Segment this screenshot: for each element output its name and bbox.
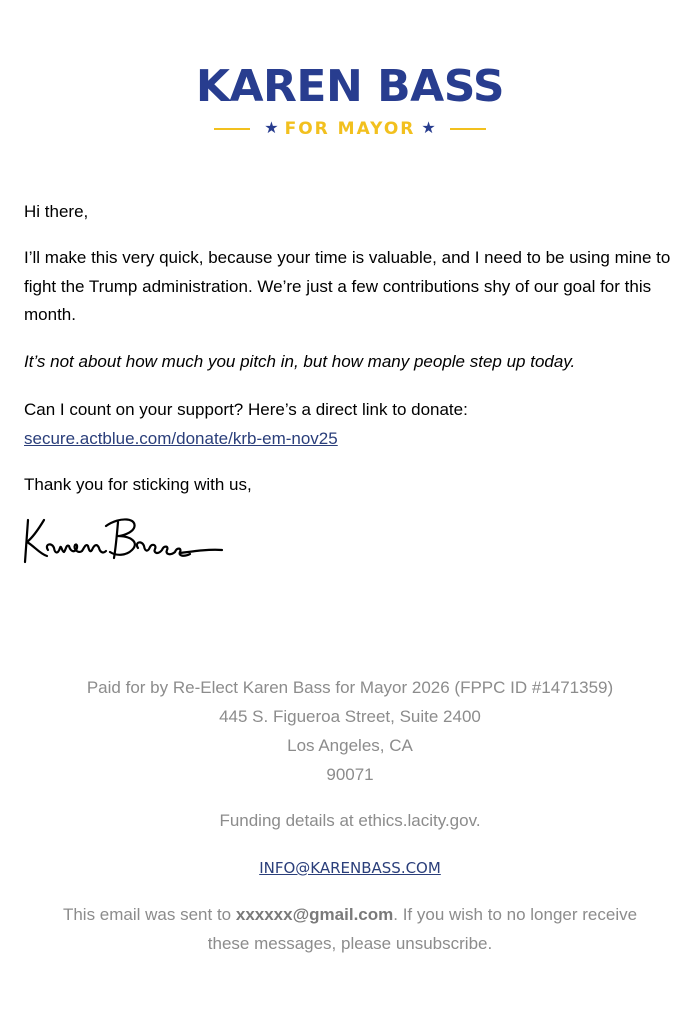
donate-link[interactable]: secure.actblue.com/donate/krb-em-nov25 — [24, 428, 338, 448]
campaign-logo — [0, 61, 700, 140]
emphasis-paragraph: It’s not about how much you pitch in, but how many people step up today. — [24, 352, 576, 371]
contact-email — [0, 853, 700, 883]
address-city: Los Angeles, CA — [287, 736, 413, 755]
logo-rule-left — [214, 128, 250, 130]
donate-paragraph — [24, 396, 674, 453]
donate-prompt: Can I count on your support? Here’s a direct link to donate: — [24, 400, 468, 419]
closing: Thank you for sticking with us, — [24, 475, 252, 494]
logo-subtitle-text: FOR MAYOR — [284, 119, 416, 139]
logo-rule-right — [450, 128, 486, 130]
logo-subtitle — [214, 118, 486, 140]
star-icon: ★ — [264, 120, 279, 137]
funding-details: Funding details at ethics.lacity.gov. — [219, 811, 481, 830]
contact-email-link[interactable]: INFO@KARENBASS.COM — [259, 859, 441, 877]
unsubscribe-notice: This email was sent to xxxxxx@gmail.com. If you wish to no longer receive these messages, please unsubscribe. — [62, 905, 638, 953]
address-zip: 90071 — [326, 765, 374, 784]
message-paragraph: I’ll make this very quick, because your time is valuable, and I need to be using mine to fight the Trump administration. We’re just a few contributions shy of our goal for this month. — [24, 248, 671, 324]
address-street: 445 S. Figueroa Street, Suite 2400 — [219, 707, 481, 726]
greeting: Hi there, — [24, 202, 89, 221]
footer-disclaimer — [0, 673, 700, 789]
recipient-email: xxxxxx@gmail.com — [235, 905, 394, 924]
signature-image — [20, 512, 226, 568]
paid-for-line: Paid for by Re-Elect Karen Bass for Mayor 2026 (FPPC ID #1471359) — [86, 678, 614, 697]
star-icon: ★ — [421, 120, 436, 137]
unsubscribe-text[interactable]: . If you wish to no longer receive these messages, please unsubscribe. — [207, 905, 638, 953]
logo-title: KAREN BASS — [195, 61, 505, 112]
